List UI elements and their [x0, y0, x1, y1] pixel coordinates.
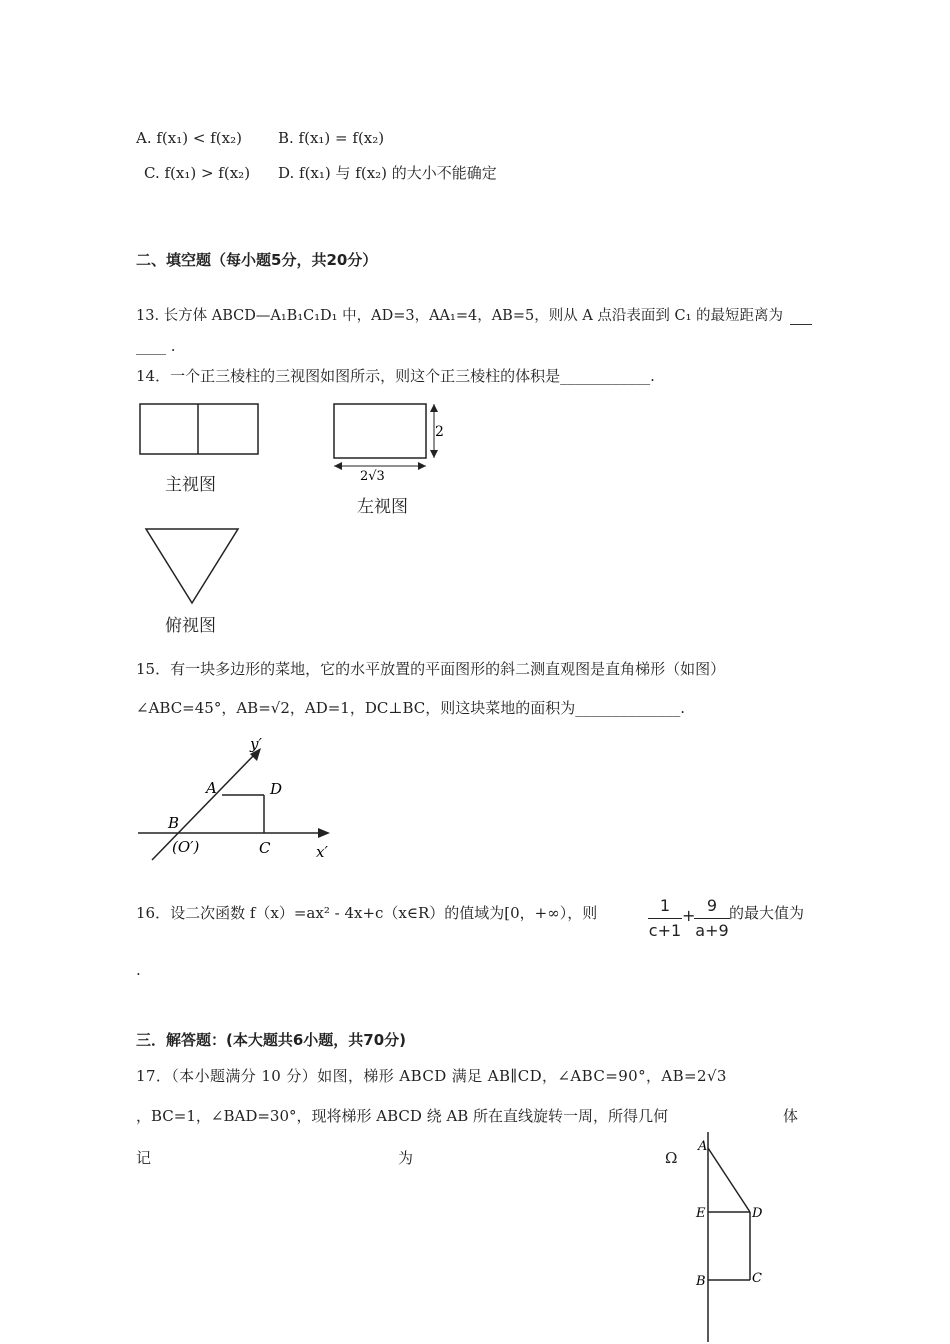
section-3-heading: 三．解答题：(本大题共6小题，共70分) — [136, 1031, 407, 1049]
q16-frac2-bar — [694, 918, 730, 919]
q16-blank: . — [136, 961, 141, 979]
q16-frac2-num: 9 — [706, 896, 718, 915]
q17-wei: 为 — [398, 1149, 414, 1167]
top-view-label: 俯视图 — [165, 616, 216, 636]
q14-text: 14．一个正三棱柱的三视图如图所示，则这个正三棱柱的体积是____________. — [136, 367, 655, 385]
label-y: y′ — [250, 735, 262, 753]
label-c: C — [752, 1271, 762, 1286]
q14-side-view — [328, 400, 448, 480]
option-a: A. f(x₁) < f(x₂) — [136, 129, 242, 147]
label-a: A — [698, 1139, 708, 1154]
q17-omega: Ω — [665, 1149, 678, 1167]
q16-frac1-den: c+1 — [648, 921, 682, 940]
q15-figure — [130, 732, 350, 868]
q17-line2: ，BC=1，∠BAD=30°，现将梯形 ABCD 绕 AB 所在直线旋转一周，所得几何 — [136, 1107, 669, 1125]
q17-figure — [690, 1130, 780, 1344]
label-d: D — [270, 780, 283, 798]
label-e: E — [696, 1206, 706, 1221]
label-c: C — [259, 839, 271, 857]
option-d: D. f(x₁) 与 f(x₂) 的大小不能确定 — [278, 164, 497, 182]
q17-line2-end: 体 — [783, 1107, 799, 1125]
option-c: C. f(x₁) > f(x₂) — [144, 164, 251, 182]
option-b: B. f(x₁) = f(x₂) — [278, 129, 385, 147]
label-a: A — [206, 779, 217, 797]
q13-text: 13. 长方体 ABCD—A₁B₁C₁D₁ 中，AD=3，AA₁=4，AB=5，则从 A 点沿表面到 C₁ 的最短距离为 — [136, 308, 784, 324]
q16-frac1-num: 1 — [659, 896, 671, 915]
label-x: x′ — [316, 843, 328, 861]
label-o: (O′) — [172, 838, 200, 856]
q16-tail: 的最大值为 — [729, 904, 805, 922]
label-b: B — [696, 1274, 706, 1289]
q16-frac2-den: a+9 — [695, 921, 729, 940]
q17-line1: 17．（本小题满分 10 分）如图，梯形 ABCD 满足 AB∥CD，∠ABC=90°，AB=2√3 — [136, 1067, 727, 1085]
width-label: 2√3 — [360, 469, 385, 480]
height-label: 2 — [435, 424, 444, 440]
section-2-heading: 二、填空题（每小题5分，共20分） — [136, 251, 378, 269]
q16-plus: + — [682, 906, 696, 925]
q15-line1: 15．有一块多边形的菜地，它的水平放置的平面图形的斜二测直观图是直角梯形（如图） — [136, 660, 726, 678]
q13-blank-line — [790, 324, 812, 325]
q16-text: 16．设二次函数 f（x）=ax² - 4x+c（x∈R）的值域为[0，+∞），则 — [136, 904, 598, 922]
q16-frac1-bar — [648, 918, 682, 919]
label-b: B — [168, 814, 180, 832]
q17-ji: 记 — [136, 1149, 152, 1167]
label-d: D — [752, 1206, 763, 1221]
front-view-label: 主视图 — [165, 475, 216, 495]
q14-top-view — [142, 526, 242, 606]
q13-tail: ____ . — [136, 337, 176, 355]
q14-front-view — [138, 402, 262, 458]
q15-line2: ∠ABC=45°，AB=√2，AD=1，DC⊥BC，则这块菜地的面积为______________. — [136, 699, 685, 717]
side-view-label: 左视图 — [357, 497, 408, 517]
